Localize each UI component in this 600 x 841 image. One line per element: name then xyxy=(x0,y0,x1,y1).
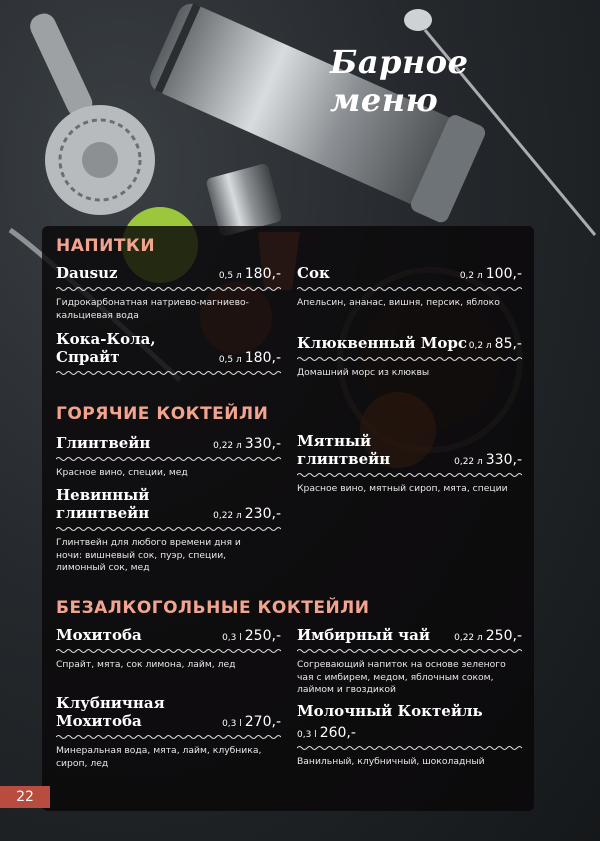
wave-divider xyxy=(297,472,522,478)
item-volume: 0,3 l xyxy=(222,719,242,729)
menu-item xyxy=(56,486,281,575)
item-description: Согревающий напиток на основе зеленого чая с имбирем, медом, яблочным соком, лаймом и гвоздикой xyxy=(297,659,506,695)
menu-item xyxy=(297,626,522,697)
item-volume: 0,3 l xyxy=(222,633,242,643)
section-title-drinks: НАПИТКИ xyxy=(56,236,156,256)
item-description: Домашний морс из клюквы xyxy=(297,367,430,378)
item-description: Гидрокарбонатная натриево-магниево-кальциевая вода xyxy=(56,297,249,321)
item-name: Клубничная Мохитоба xyxy=(56,694,165,730)
item-volume: 0,22 л xyxy=(454,457,483,467)
menu-item xyxy=(297,432,522,496)
page-number-badge: 22 xyxy=(0,786,50,808)
item-price: 180,- xyxy=(244,266,281,282)
item-price: 180,- xyxy=(244,350,281,366)
wave-divider xyxy=(297,286,522,292)
item-volume: 0,5 л xyxy=(218,355,242,365)
menu-item xyxy=(297,264,522,310)
item-name: Мохитоба xyxy=(56,626,142,644)
item-name: Имбирный чай xyxy=(297,626,431,644)
item-volume: 0,2 л xyxy=(459,271,483,281)
item-price: 100,- xyxy=(485,266,522,282)
menu-item xyxy=(56,626,281,672)
section-title-non-alcoholic: БЕЗАЛКОГОЛЬНЫЕ КОКТЕЙЛИ xyxy=(56,598,370,618)
item-price: 250,- xyxy=(244,628,281,644)
item-volume: 0,22 л xyxy=(213,441,242,451)
item-volume: 0,22 л xyxy=(454,633,483,643)
item-price: 230,- xyxy=(244,506,281,522)
wave-divider xyxy=(297,648,522,654)
item-name: Мятный глинтвейн xyxy=(297,432,391,468)
item-volume: 0,5 л xyxy=(218,271,242,281)
wave-divider xyxy=(56,648,281,654)
item-volume: 0,2 л xyxy=(468,341,492,351)
item-name: Кока-Кола, Спрайт xyxy=(56,330,156,366)
item-description: Спрайт, мята, сок лимона, лайм, лед xyxy=(56,659,236,670)
wave-divider xyxy=(56,370,281,376)
item-name: Сок xyxy=(297,264,330,282)
item-name: Клюквенный Морс xyxy=(297,334,467,352)
menu-item xyxy=(297,702,522,769)
item-name: Глинтвейн xyxy=(56,434,151,452)
page-title: Барное меню xyxy=(330,43,469,120)
menu-item xyxy=(56,330,281,381)
wave-divider xyxy=(56,526,281,532)
item-description: Минеральная вода, мята, лайм, клубника, сироп, лед xyxy=(56,745,262,769)
item-price: 330,- xyxy=(485,452,522,468)
menu-item xyxy=(297,334,522,380)
item-description: Апельсин, ананас, вишня, персик, яблоко xyxy=(297,297,500,308)
item-price: 85,- xyxy=(494,336,522,352)
wave-divider xyxy=(56,456,281,462)
item-volume: 0,3 l xyxy=(297,730,317,740)
menu-item xyxy=(56,694,281,770)
menu-item xyxy=(56,434,281,480)
item-name: Dausuz xyxy=(56,264,118,282)
item-description: Красное вино, мятный сироп, мята, специи xyxy=(297,483,508,494)
section-title-hot-cocktails: ГОРЯЧИЕ КОКТЕЙЛИ xyxy=(56,404,269,424)
item-description: Ванильный, клубничный, шоколадный xyxy=(297,756,485,767)
item-price: 250,- xyxy=(485,628,522,644)
item-price: 330,- xyxy=(244,436,281,452)
item-price: 260,- xyxy=(319,725,356,741)
wave-divider xyxy=(56,286,281,292)
wave-divider xyxy=(297,745,522,751)
item-name: Молочный Коктейль xyxy=(297,702,483,720)
item-price: 270,- xyxy=(244,714,281,730)
menu-item xyxy=(56,264,281,322)
wave-divider xyxy=(297,356,522,362)
item-description: Красное вино, специи, мед xyxy=(56,467,188,478)
item-description: Глинтвейн для любого времени дня и ночи: вишневый сок, пуэр, специи, лимонный сок, мед xyxy=(56,537,241,573)
item-volume: 0,22 л xyxy=(213,511,242,521)
item-name: Невинный глинтвейн xyxy=(56,486,150,522)
strainer-icon xyxy=(26,10,155,215)
wave-divider xyxy=(56,734,281,740)
